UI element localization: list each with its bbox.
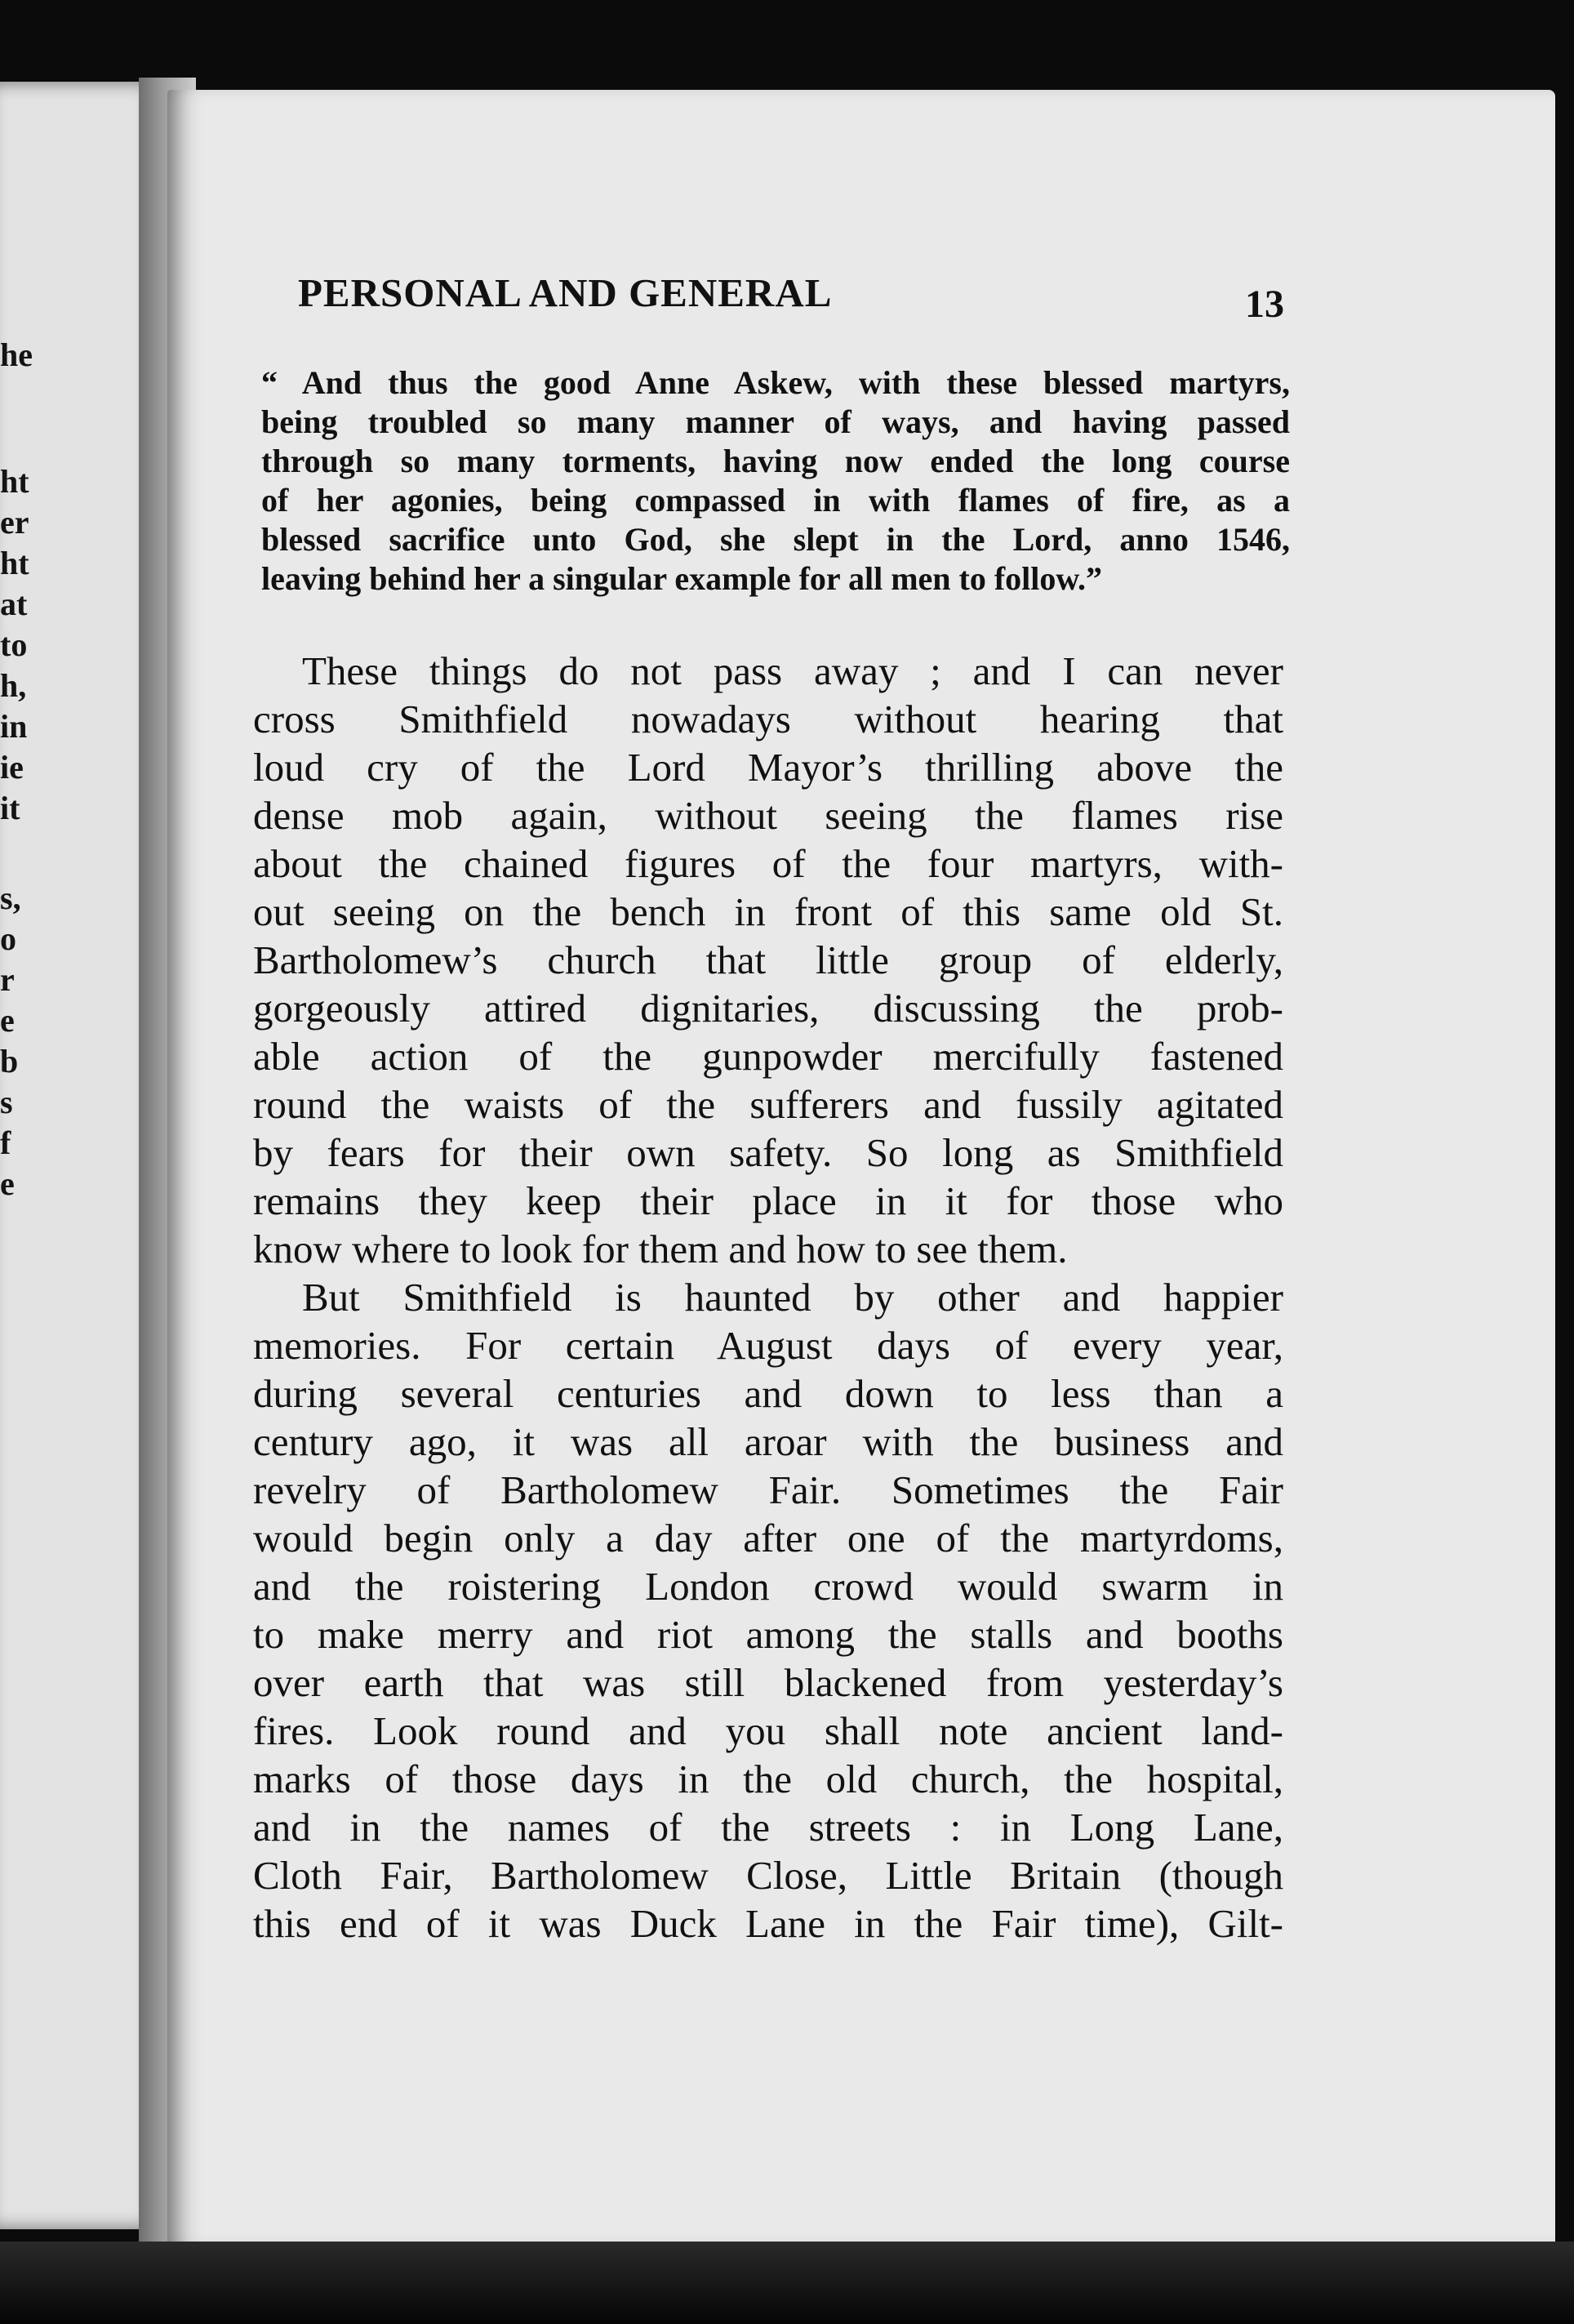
text-line: cross Smithfield nowadays without hearing that — [253, 697, 1283, 741]
left-page-fragment: s — [0, 1084, 13, 1120]
left-page-fragment: b — [0, 1043, 19, 1080]
left-page-fragment: e — [0, 1165, 15, 1202]
quote-line: being troubled so many manner of ways, and having passed — [261, 403, 1290, 440]
text-line: know where to look for them and how to see them. — [253, 1227, 1068, 1271]
text-line: These things do not pass away ; and I can never — [302, 648, 1283, 693]
scan-bottom-edge — [0, 2242, 1574, 2324]
paragraph-2 — [253, 1273, 1283, 1948]
quote-line: “ And thus the good Anne Askew, with these blessed martyrs, — [261, 364, 1290, 401]
text-line: over earth that was still blackened from yesterday’s — [253, 1660, 1283, 1705]
left-page-fragment: at — [0, 585, 28, 622]
left-page-fragment: ht — [0, 463, 29, 500]
left-page-fragment: f — [0, 1124, 11, 1161]
text-line: But Smithfield is haunted by other and happier — [302, 1275, 1283, 1320]
quote-line: through so many torments, having now ended the long course — [261, 443, 1290, 479]
text-line: this end of it was Duck Lane in the Fair time), Gilt- — [253, 1901, 1283, 1946]
text-line: out seeing on the bench in front of this same old St. — [253, 889, 1283, 934]
page-number: 13 — [1245, 283, 1284, 326]
text-line: by fears for their own safety. So long as Smithfield — [253, 1130, 1283, 1175]
text-line: during several centuries and down to less than a — [253, 1371, 1283, 1416]
body-text — [253, 647, 1283, 1948]
text-line: and in the names of the streets : in Long Lane, — [253, 1805, 1283, 1850]
text-line: revelry of Bartholomew Fair. Sometimes the Fair — [253, 1467, 1283, 1512]
left-page-fragment: s, — [0, 879, 21, 916]
text-line: able action of the gunpowder mercifully fastened — [253, 1034, 1283, 1079]
left-page-fragment: he — [0, 336, 33, 373]
left-page-fragment: h, — [0, 667, 27, 704]
text-line: marks of those days in the old church, the hospital, — [253, 1756, 1283, 1801]
text-line: round the waists of the sufferers and fussily agitated — [253, 1082, 1283, 1127]
left-page-fragment: o — [0, 920, 16, 957]
left-page-fragment: e — [0, 1002, 15, 1039]
left-page-fragment: ie — [0, 749, 24, 786]
text-line: fires. Look round and you shall note ancient land- — [253, 1708, 1283, 1753]
quote-line: of her agonies, being compassed in with flames of fire, as a — [261, 482, 1290, 519]
text-line: dense mob again, without seeing the flames rise — [253, 793, 1283, 838]
text-line: and the roistering London crowd would swarm in — [253, 1564, 1283, 1609]
text-line: to make merry and riot among the stalls and booths — [253, 1612, 1283, 1657]
text-line: about the chained figures of the four martyrs, with- — [253, 841, 1283, 886]
text-line: Bartholomew’s church that little group of elderly, — [253, 937, 1283, 982]
left-page-fragment: to — [0, 626, 28, 663]
text-line: Cloth Fair, Bartholomew Close, Little Britain (though — [253, 1853, 1283, 1898]
text-line: remains they keep their place in it for those who — [253, 1178, 1283, 1223]
text-line: loud cry of the Lord Mayor’s thrilling above the — [253, 745, 1283, 790]
left-page-fragment: r — [0, 961, 15, 998]
quote-line: leaving behind her a singular example for all men to follow.” — [261, 560, 1103, 597]
text-line: would begin only a day after one of the martyrdoms, — [253, 1516, 1283, 1560]
block-quote — [261, 363, 1290, 599]
quote-line: blessed sacrifice unto God, she slept in the Lord, anno 1546, — [261, 521, 1290, 558]
paragraph-1 — [253, 647, 1283, 1273]
text-line: gorgeously attired dignitaries, discussing the prob- — [253, 986, 1283, 1031]
text-line: memories. For certain August days of every year, — [253, 1323, 1283, 1368]
left-page-fragment: in — [0, 708, 28, 745]
running-head: PERSONAL AND GENERAL — [298, 270, 833, 315]
left-page-fragment: ht — [0, 545, 29, 581]
text-line: century ago, it was all aroar with the business and — [253, 1419, 1283, 1464]
left-page-fragment: it — [0, 790, 20, 826]
left-page-fragment: er — [0, 504, 29, 541]
